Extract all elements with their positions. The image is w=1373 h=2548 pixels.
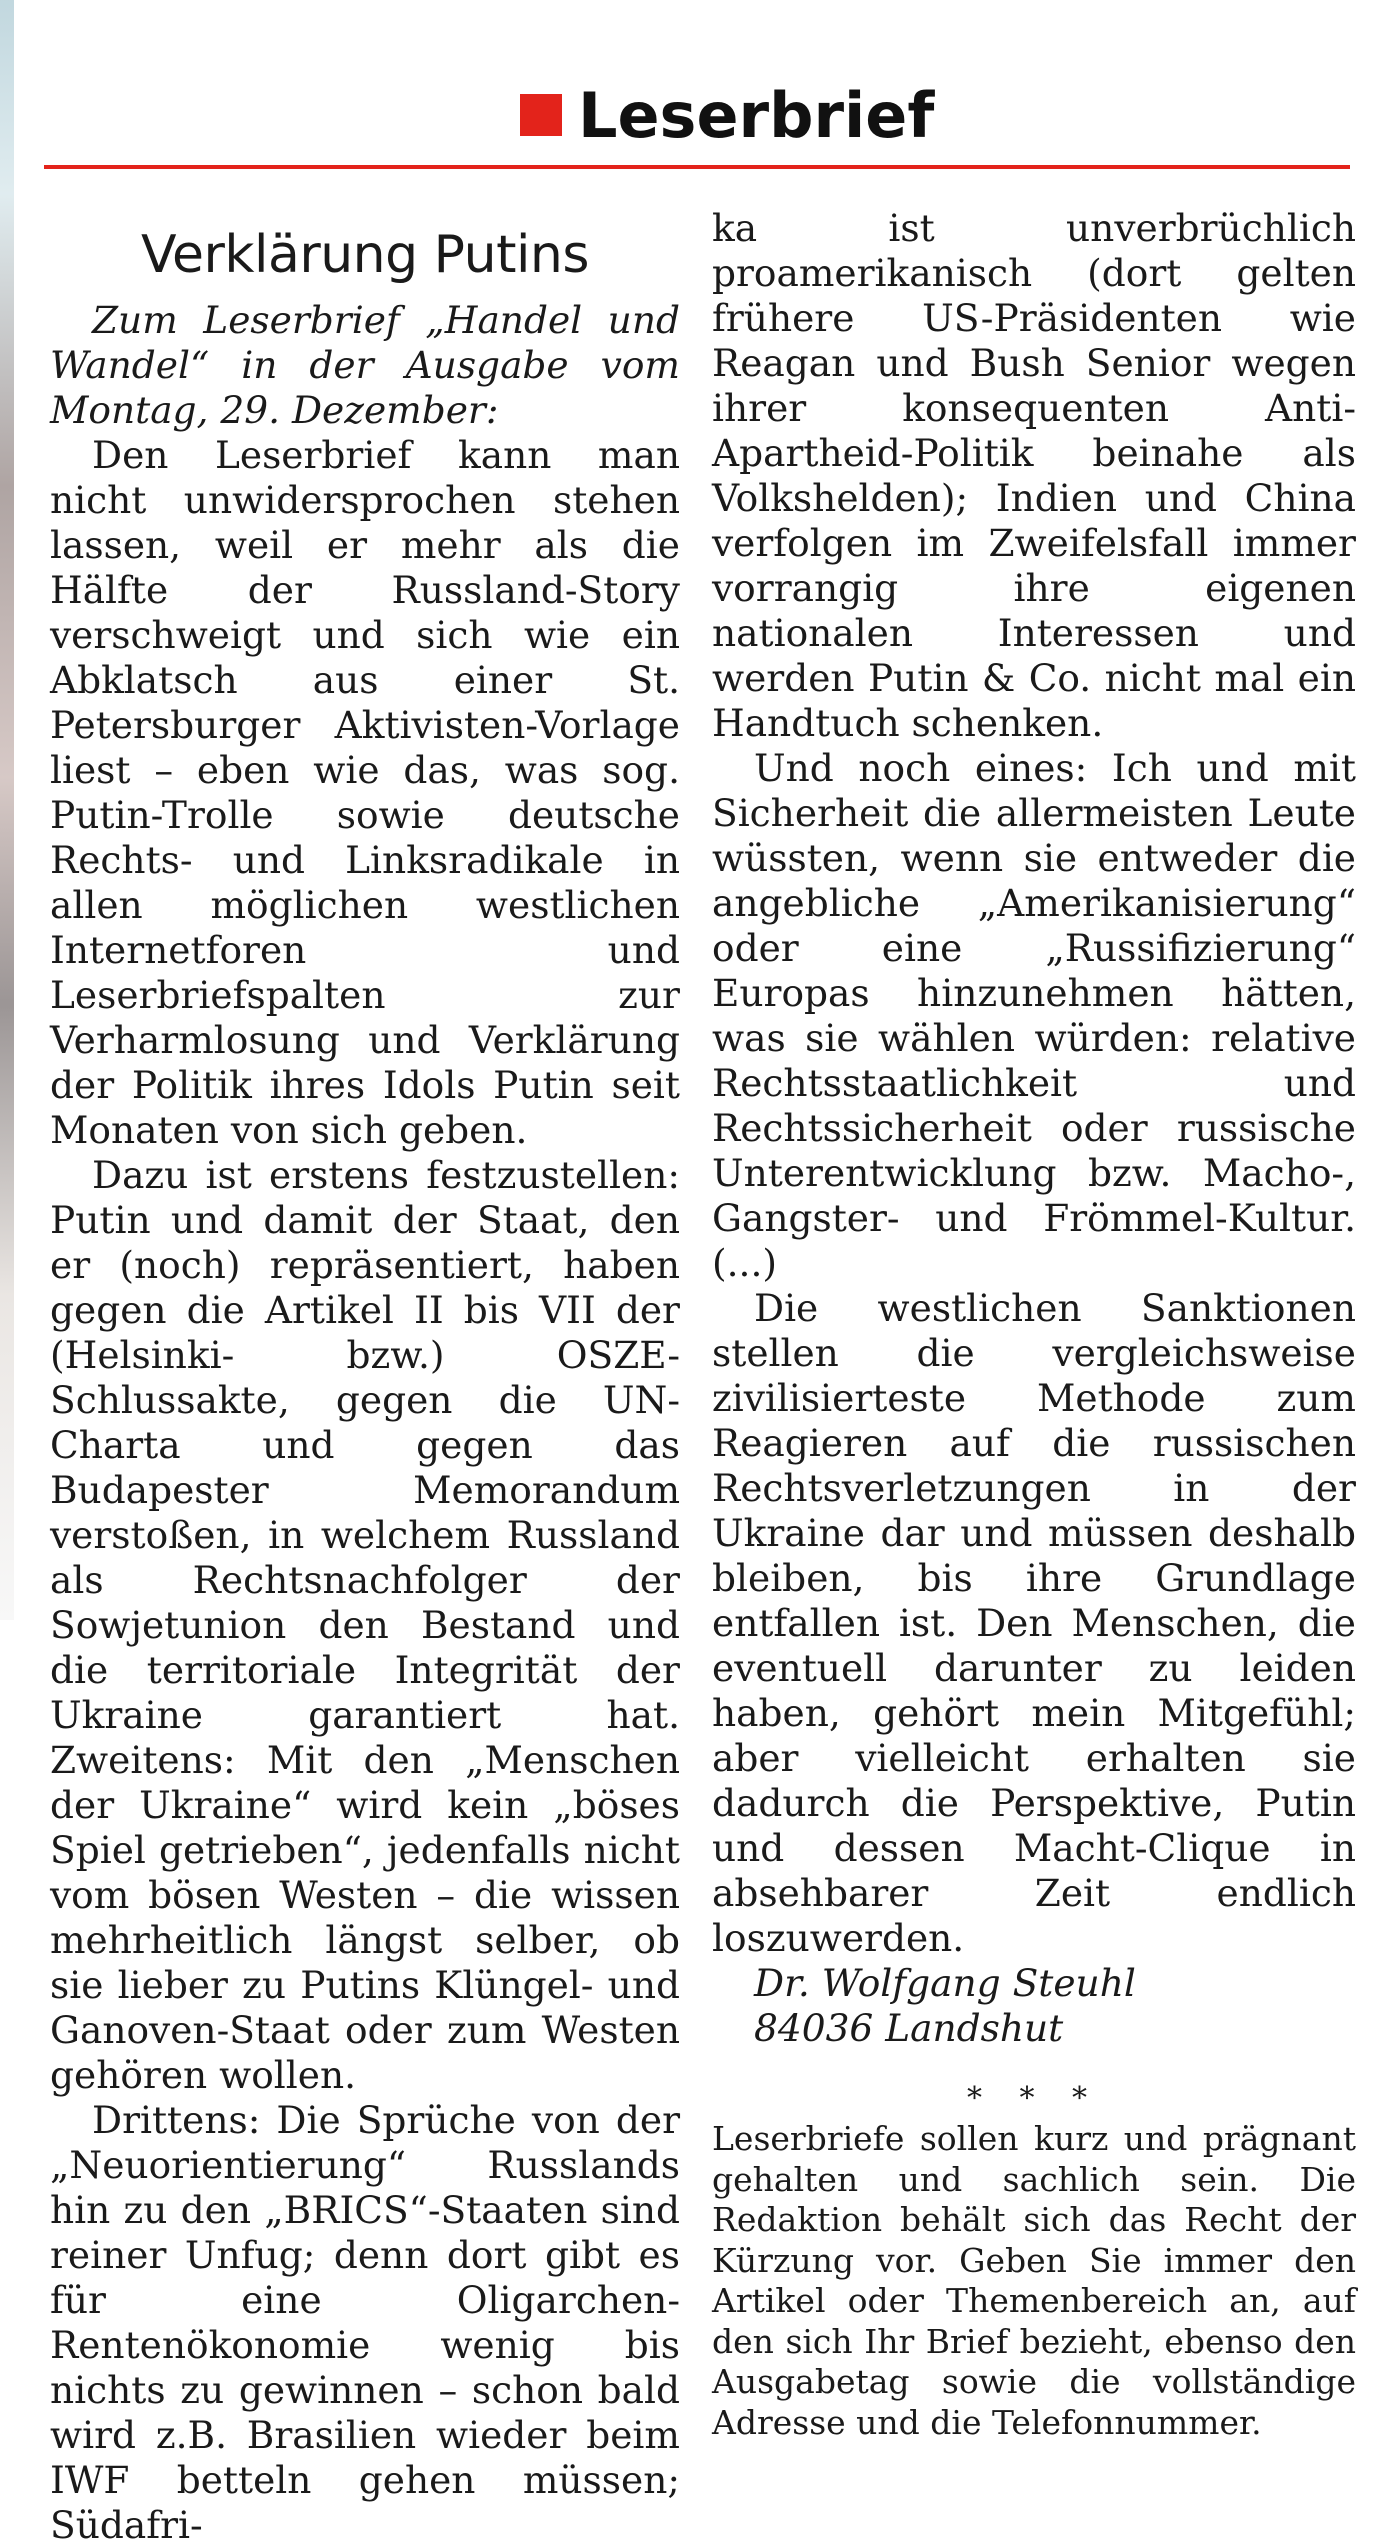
headline: Verklärung Putins <box>141 225 589 285</box>
red-square-icon <box>520 94 562 136</box>
body-paragraph: Den Leserbrief kann man nicht unwidersprochen stehen lassen, weil er mehr als die Hälfte der Russland-Story verschweigt und sich wie ein Abklatsch aus einer St. Petersburger Aktivisten-Vorlage liest – eben wie das, was sog. Putin-Trolle sowie deutsche Rechts- und Linksradikale in allen möglichen westlichen Internetforen und Leserbriefspalten zur Verharmlosung und Verklärung der Politik ihres Idols Putin seit Monaten von sich geben. <box>50 433 680 1152</box>
section-label: Leserbrief <box>578 79 935 152</box>
page-edge-strip <box>0 0 14 1620</box>
body-paragraph: Die westlichen Sanktionen stellen die vergleichsweise zivilisierteste Methode zum Reagieren auf die russischen Rechtsverletzungen in der Ukraine dar und müssen deshalb bleiben, bis ihre Grundlage entfallen ist. Den Menschen, die eventuell darunter zu leiden haben, gehört mein Mitgefühl; aber vielleicht erhalten sie dadurch die Perspektive, Putin und dessen Macht-Clique in absehbarer Zeit endlich loszuwerden. <box>712 1286 1356 1960</box>
left-column <box>50 210 680 2548</box>
intro-reference: Zum Leserbrief „Handel und Wandel“ in der Ausgabe vom Montag, 29. Dezember: <box>50 298 680 432</box>
header-rule <box>44 165 1350 169</box>
author-place: 84036 Landshut <box>754 2006 1064 2050</box>
body-paragraph: Drittens: Die Sprüche von der „Neuorientierung“ Russlands hin zu den „BRICS“-Staaten sind reiner Unfug; denn dort gibt es für eine Oligarchen-Rentenökonomie wenig bis nichts zu gewinnen – schon bald wird z.B. Brasilien wieder beim IWF betteln gehen müssen; Südafri- <box>50 2098 680 2547</box>
body-paragraph: Und noch eines: Ich und mit Sicherheit die allermeisten Leute wüssten, wenn sie entweder die angebliche „Amerikanisierung“ oder eine „Russifizierung“ Europas hinzunehmen hätten, was sie wählen würden: relative Rechtsstaatlichkeit und Rechtssicherheit oder russische Unterentwicklung bzw. Macho-, Gangster- und Frömmel-Kultur. (...) <box>712 746 1356 1285</box>
author-name: Dr. Wolfgang Steuhl <box>754 1961 1136 2005</box>
body-paragraph: ka ist unverbrüchlich proamerikanisch (dort gelten frühere US-Präsidenten wie Reagan und Bush Senior wegen ihrer konsequenten Anti-Apartheid-Politik beinahe als Volkshelden); Indien und China verfolgen im Zweifelsfall immer vorrangig ihre eigenen nationalen Interessen und werden Putin & Co. nicht mal ein Handtuch schenken. <box>712 206 1356 745</box>
notice-text: Leserbriefe sollen kurz und prägnant gehalten und sachlich sein. Die Redaktion behält sich das Recht der Kürzung vor. Geben Sie immer den Artikel oder Themenbereich an, auf den sich Ihr Brief bezieht, ebenso den Ausgabetag sowie die vollständige Adresse und die Telefonnummer. <box>712 2119 1356 2442</box>
section-header <box>44 70 1350 180</box>
right-column <box>712 206 1356 2443</box>
editorial-notice <box>712 2119 1356 2443</box>
body-paragraph: Dazu ist erstens festzustellen: Putin und damit der Staat, den er (noch) repräsentiert, haben gegen die Artikel II bis VII der (Helsinki- bzw.) OSZE-Schlussakte, gegen die UN-Charta und gegen das Budapester Memorandum verstoßen, in welchem Russland als Rechtsnachfolger der Sowjetunion den Bestand und die territoriale Integrität der Ukraine garantiert hat. Zweitens: Mit den „Menschen der Ukraine“ wird kein „böses Spiel getrieben“, jedenfalls nicht vom bösen Westen – die wissen mehrheitlich längst selber, ob sie lieber zu Putins Klüngel- und Ganoven-Staat oder zum Westen gehören wollen. <box>50 1153 680 2097</box>
separator-stars: * * * <box>966 2081 1102 2116</box>
